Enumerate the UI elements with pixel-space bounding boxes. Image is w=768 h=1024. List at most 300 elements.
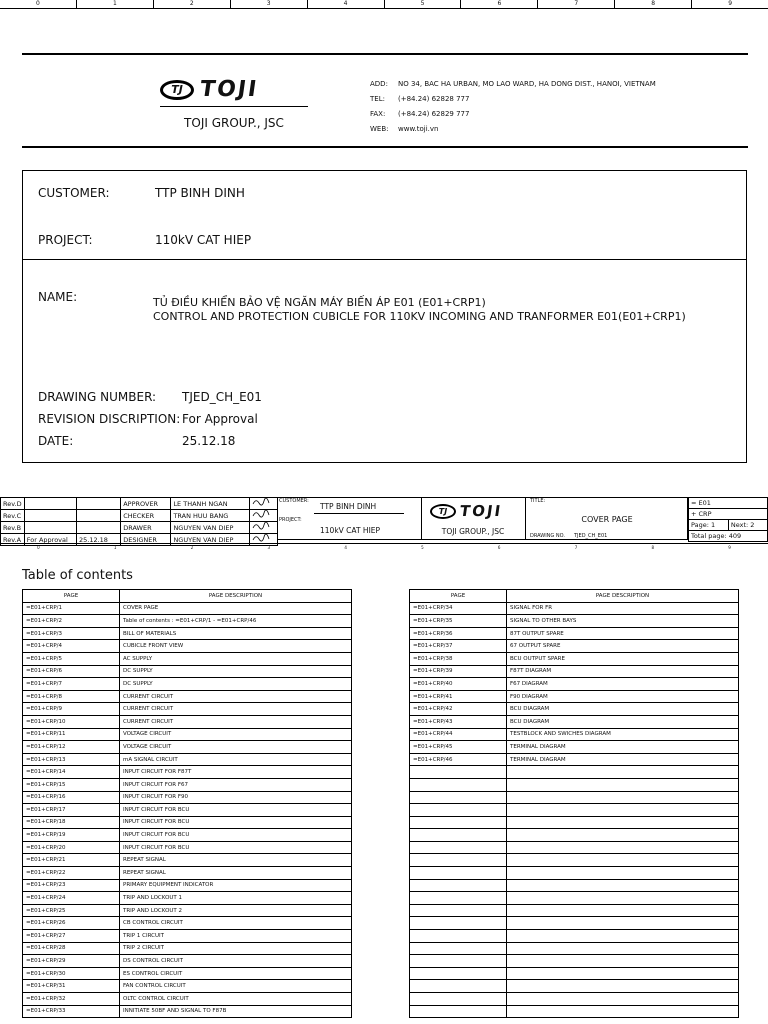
- toc-page: [410, 804, 507, 817]
- toc-page: =E01+CRP/23: [23, 879, 120, 892]
- toc-page: =E01+CRP/7: [23, 678, 120, 691]
- toc-description: [507, 967, 739, 980]
- toc-description: F90 DIAGRAM: [507, 690, 739, 703]
- toc-title: Table of contents: [22, 568, 133, 583]
- tb-title-value: COVER PAGE: [581, 515, 633, 524]
- title-block: [0, 497, 768, 543]
- rev-date: [77, 498, 121, 510]
- toc-row: [410, 930, 739, 943]
- toc-page: [410, 1005, 507, 1018]
- page-info-table: [688, 497, 768, 542]
- titleblock-customer-project: [278, 497, 422, 540]
- toc-description: TESTBLOCK AND SWICHES DIAGRAM: [507, 728, 739, 741]
- toc-page: =E01+CRP/14: [23, 766, 120, 779]
- rev-date: [77, 522, 121, 534]
- name-vietnamese: TỦ ĐIỀU KHIỂN BẢO VỆ NGĂN MÁY BIẾN ÁP E01 (E01+CRP1): [153, 296, 486, 309]
- contact-value: (+84.24) 62829 777: [398, 110, 470, 118]
- toc-description: BCU DIAGRAM: [507, 703, 739, 716]
- toc-right-page-header: PAGE: [410, 590, 507, 603]
- toc-description: Table of contents : =E01+CRP/1 - =E01+CRP/46: [120, 615, 352, 628]
- toc-page: [410, 854, 507, 867]
- toc-description: F67 DIAGRAM: [507, 678, 739, 691]
- ruler-cell: 0: [37, 545, 40, 550]
- customer-value: TTP BINH DINH: [155, 186, 245, 200]
- toc-row: [23, 703, 352, 716]
- company-logo: [160, 77, 258, 102]
- ruler-cell: 6: [460, 0, 537, 8]
- toc-description: [507, 980, 739, 993]
- toc-description: CB CONTROL CIRCUIT: [120, 917, 352, 930]
- toc-description: CURRENT CIRCUIT: [120, 690, 352, 703]
- toc-page: [410, 967, 507, 980]
- toc-row: [23, 728, 352, 741]
- toc-description: ES CONTROL CIRCUIT: [120, 967, 352, 980]
- toc-description: [507, 942, 739, 955]
- toc-description: [507, 993, 739, 1006]
- tb-company: TOJI GROUP., JSC: [441, 527, 505, 536]
- toc-page: =E01+CRP/9: [23, 703, 120, 716]
- toc-page: =E01+CRP/29: [23, 955, 120, 968]
- name-english: CONTROL AND PROTECTION CUBICLE FOR 110KV INCOMING AND TRANFORMER E01(E01+CRP1): [153, 310, 686, 323]
- tb-customer-label: CUSTOMER:: [279, 498, 309, 504]
- role-name: NGUYEN VAN DIEP: [171, 534, 249, 546]
- toc-row: [410, 892, 739, 905]
- toc-description: [507, 854, 739, 867]
- toc-page: [410, 955, 507, 968]
- toc-row: [410, 766, 739, 779]
- toc-description: INPUT CIRCUIT FOR F90: [120, 791, 352, 804]
- toc-description: BILL OF MATERIALS: [120, 627, 352, 640]
- rev-id: Rev.B: [1, 522, 25, 534]
- toc-row: [410, 741, 739, 754]
- contact-value: www.toji.vn: [398, 125, 439, 133]
- toc-page: =E01+CRP/24: [23, 892, 120, 905]
- toc-description: TRIP 1 CIRCUIT: [120, 930, 352, 943]
- toc-page: =E01+CRP/31: [23, 980, 120, 993]
- toc-table-left: [22, 589, 352, 1018]
- toc-row: [410, 678, 739, 691]
- rev-desc: [24, 498, 76, 510]
- toc-description: [507, 867, 739, 880]
- toc-page: =E01+CRP/40: [410, 678, 507, 691]
- contact-label: WEB:: [370, 125, 389, 133]
- toc-row: [410, 879, 739, 892]
- role-label: DRAWER: [121, 522, 171, 534]
- drawing-number-label: DRAWING NUMBER:: [38, 390, 157, 404]
- header-top-rule: [22, 53, 748, 55]
- toc-description: 87T OUTPUT SPARE: [507, 627, 739, 640]
- contact-label: ADD:: [370, 80, 388, 88]
- toc-row: [23, 904, 352, 917]
- toc-row: [23, 854, 352, 867]
- toc-row: [410, 942, 739, 955]
- toc-page: =E01+CRP/3: [23, 627, 120, 640]
- rev-id: Rev.A: [1, 534, 25, 546]
- toc-description: INPUT CIRCUIT FOR BCU: [120, 816, 352, 829]
- ruler-cell: 3: [267, 545, 271, 550]
- toc-row: [23, 917, 352, 930]
- tb-code1: = E01: [689, 498, 768, 509]
- toc-row: [410, 703, 739, 716]
- toc-description: [507, 917, 739, 930]
- toc-description: VOLTAGE CIRCUIT: [120, 728, 352, 741]
- ruler-cell: 0: [36, 0, 40, 7]
- toc-page: =E01+CRP/37: [410, 640, 507, 653]
- toc-page: =E01+CRP/30: [23, 967, 120, 980]
- toc-description: SIGNAL FOR FR: [507, 602, 739, 615]
- toc-description: 67 OUTPUT SPARE: [507, 640, 739, 653]
- contact-label: FAX:: [370, 110, 386, 118]
- toc-description: [507, 766, 739, 779]
- toc-row: [23, 615, 352, 628]
- toc-page: =E01+CRP/12: [23, 741, 120, 754]
- toc-row: [410, 627, 739, 640]
- ruler-cell: 3: [230, 0, 307, 8]
- tb-project-value: 110kV CAT HIEP: [320, 526, 381, 535]
- toc-row: [410, 867, 739, 880]
- toc-page: =E01+CRP/1: [23, 602, 120, 615]
- toc-row: [23, 867, 352, 880]
- toc-row: [23, 955, 352, 968]
- toc-row: [410, 753, 739, 766]
- toc-row: [410, 791, 739, 804]
- toc-description: REPEAT SIGNAL: [120, 854, 352, 867]
- ruler-cell: 5: [384, 0, 461, 8]
- toc-page: =E01+CRP/39: [410, 665, 507, 678]
- toc-page: [410, 930, 507, 943]
- toc-row: [23, 942, 352, 955]
- toc-page: =E01+CRP/27: [23, 930, 120, 943]
- toc-description: CURRENT CIRCUIT: [120, 703, 352, 716]
- role-label: DESIGNER: [121, 534, 171, 546]
- toc-description: REPEAT SIGNAL: [120, 867, 352, 880]
- toji-small-logo-icon: TJ: [430, 504, 456, 519]
- ruler-cell: 9: [691, 0, 768, 8]
- role-name: TRAN HUU BANG: [171, 510, 249, 522]
- toc-row: [23, 892, 352, 905]
- ruler-cell: 1: [76, 0, 153, 8]
- tb-drawing-no-value: TJED_CH_E01: [574, 533, 608, 539]
- toc-row: [23, 690, 352, 703]
- project-value: 110kV CAT HIEP: [155, 233, 252, 247]
- toc-page: =E01+CRP/18: [23, 816, 120, 829]
- toc-row: [410, 615, 739, 628]
- logo-text: TOJI: [198, 77, 260, 102]
- date-label: DATE:: [38, 434, 74, 448]
- toc-page: [410, 867, 507, 880]
- toc-row: [23, 879, 352, 892]
- rev-id: Rev.C: [1, 510, 25, 522]
- toc-left-desc-header: PAGE DESCRIPTION: [120, 590, 352, 603]
- toc-description: BCU OUTPUT SPARE: [507, 652, 739, 665]
- tb-code2: + CRP: [689, 509, 768, 520]
- ruler-cell: 5: [421, 545, 424, 550]
- rev-date: 25.12.18: [77, 534, 121, 546]
- toc-description: [507, 841, 739, 854]
- toc-page: =E01+CRP/41: [410, 690, 507, 703]
- toc-description: INPUT CIRCUIT FOR BCU: [120, 829, 352, 842]
- toc-row: [23, 841, 352, 854]
- toc-description: [507, 930, 739, 943]
- toc-description: [507, 1005, 739, 1018]
- titleblock-company: [422, 497, 526, 540]
- toc-row: [410, 955, 739, 968]
- contact-value: NO 34, BAC HA URBAN, MO LAO WARD, HA DONG DIST., HANOI, VIETNAM: [398, 80, 656, 88]
- toc-description: mA SIGNAL CIRCUIT: [120, 753, 352, 766]
- toc-row: [410, 728, 739, 741]
- toc-page: =E01+CRP/32: [23, 993, 120, 1006]
- toc-row: [23, 980, 352, 993]
- toc-description: INPUT CIRCUIT FOR F67: [120, 778, 352, 791]
- toc-description: BCU DIAGRAM: [507, 715, 739, 728]
- toc-page: =E01+CRP/28: [23, 942, 120, 955]
- toc-description: INPUT CIRCUIT FOR BCU: [120, 841, 352, 854]
- toc-page: [410, 841, 507, 854]
- revision-row: [1, 522, 278, 534]
- toji-logo-mark-icon: TJ: [160, 80, 194, 100]
- toc-page: =E01+CRP/17: [23, 804, 120, 817]
- toc-page: =E01+CRP/10: [23, 715, 120, 728]
- toc-description: [507, 892, 739, 905]
- ruler-cell: 7: [537, 0, 614, 8]
- top-ruler: [0, 0, 768, 9]
- revision-label: REVISION DISCRIPTION:: [38, 412, 181, 426]
- ruler-cell: 6: [497, 545, 501, 550]
- toc-description: TRIP AND LOCKOUT 1: [120, 892, 352, 905]
- toc-page: [410, 942, 507, 955]
- toc-row: [410, 804, 739, 817]
- bottom-ruler: [0, 543, 768, 552]
- toc-page: =E01+CRP/38: [410, 652, 507, 665]
- toc-description: TERMINAL DIAGRAM: [507, 741, 739, 754]
- contact-row: [370, 92, 656, 107]
- drawing-number-value: TJED_CH_E01: [182, 390, 262, 404]
- titleblock-title: [526, 497, 688, 540]
- toc-row: [410, 715, 739, 728]
- role-label: CHECKER: [121, 510, 171, 522]
- customer-project-box: [22, 170, 747, 260]
- ruler-cell: 1: [113, 545, 117, 550]
- toc-page: =E01+CRP/43: [410, 715, 507, 728]
- toc-description: [507, 955, 739, 968]
- titleblock-logo: [430, 502, 502, 520]
- contact-label: TEL:: [370, 95, 385, 103]
- toc-description: TRIP AND LOCKOUT 2: [120, 904, 352, 917]
- ruler-cell: 4: [307, 0, 384, 8]
- toc-row: [410, 778, 739, 791]
- contact-row: [370, 107, 656, 122]
- toc-row: [410, 816, 739, 829]
- toc-right-desc-header: PAGE DESCRIPTION: [507, 590, 739, 603]
- toc-description: INNITIATE 50BF AND SIGNAL TO F87B: [120, 1005, 352, 1018]
- toc-page: =E01+CRP/36: [410, 627, 507, 640]
- date-value: 25.12.18: [182, 434, 236, 448]
- toc-row: [23, 967, 352, 980]
- ruler-cell: 8: [614, 0, 691, 8]
- toc-row: [23, 993, 352, 1006]
- toc-row: [23, 640, 352, 653]
- logo-divider: [160, 106, 308, 107]
- tb-customer-value: TTP BINH DINH: [320, 502, 377, 511]
- toc-row: [410, 602, 739, 615]
- toc-page: [410, 980, 507, 993]
- toc-description: INPUT CIRCUIT FOR BCU: [120, 804, 352, 817]
- ruler-cell: 2: [153, 0, 230, 8]
- toc-page: =E01+CRP/33: [23, 1005, 120, 1018]
- toc-row: [410, 829, 739, 842]
- toc-page: [410, 904, 507, 917]
- toc-description: DC SUPPLY: [120, 678, 352, 691]
- toc-description: AC SUPPLY: [120, 652, 352, 665]
- toc-page: [410, 892, 507, 905]
- toc-row: [23, 804, 352, 817]
- toc-page: [410, 829, 507, 842]
- toc-row: [410, 967, 739, 980]
- ruler-cell: 4: [344, 545, 347, 550]
- toc-page: =E01+CRP/35: [410, 615, 507, 628]
- contact-value: (+84.24) 62828 777: [398, 95, 470, 103]
- toc-row: [23, 791, 352, 804]
- toc-description: COVER PAGE: [120, 602, 352, 615]
- toc-description: CURRENT CIRCUIT: [120, 715, 352, 728]
- toc-page: =E01+CRP/4: [23, 640, 120, 653]
- toc-description: OLTC CONTROL CIRCUIT: [120, 993, 352, 1006]
- toc-row: [410, 665, 739, 678]
- toc-page: =E01+CRP/34: [410, 602, 507, 615]
- revision-row: [1, 498, 278, 510]
- toc-row: [23, 753, 352, 766]
- role-name: NGUYEN VAN DIEP: [171, 522, 249, 534]
- tb-customer-rule: [314, 513, 404, 514]
- toc-description: DC SUPPLY: [120, 665, 352, 678]
- company-name: TOJI GROUP., JSC: [184, 116, 284, 130]
- ruler-cell: 7: [574, 545, 578, 550]
- toc-description: FAN CONTROL CIRCUIT: [120, 980, 352, 993]
- toc-page: =E01+CRP/19: [23, 829, 120, 842]
- toc-page: =E01+CRP/15: [23, 778, 120, 791]
- toc-page: =E01+CRP/42: [410, 703, 507, 716]
- toc-page: [410, 778, 507, 791]
- toc-page: =E01+CRP/11: [23, 728, 120, 741]
- toc-page: =E01+CRP/20: [23, 841, 120, 854]
- toc-page: =E01+CRP/22: [23, 867, 120, 880]
- tb-page: Page: 1: [689, 520, 729, 531]
- rev-id: Rev.D: [1, 498, 25, 510]
- toc-row: [23, 816, 352, 829]
- toc-description: [507, 791, 739, 804]
- revision-row: [1, 510, 278, 522]
- toc-page: =E01+CRP/21: [23, 854, 120, 867]
- toc-row: [23, 766, 352, 779]
- toc-description: TRIP 2 CIRCUIT: [120, 942, 352, 955]
- ruler-cell: 2: [190, 545, 194, 550]
- toc-description: F87T DIAGRAM: [507, 665, 739, 678]
- toc-row: [23, 652, 352, 665]
- toc-row: [410, 640, 739, 653]
- name-label: NAME:: [38, 290, 78, 304]
- toc-description: [507, 778, 739, 791]
- toc-description: [507, 829, 739, 842]
- rev-desc: [24, 510, 76, 522]
- toc-row: [410, 652, 739, 665]
- customer-label: CUSTOMER:: [38, 186, 110, 200]
- toc-row: [410, 980, 739, 993]
- role-name: LE THANH NGAN: [171, 498, 249, 510]
- titleblock-logo-text: TOJI: [458, 502, 504, 520]
- toc-page: =E01+CRP/6: [23, 665, 120, 678]
- toc-description: CUBICLE FRONT VIEW: [120, 640, 352, 653]
- tb-total: Total page: 409: [689, 531, 768, 542]
- company-contact: [370, 77, 656, 137]
- toc-page: =E01+CRP/46: [410, 753, 507, 766]
- drawing-info-box: [22, 259, 747, 463]
- toc-page: =E01+CRP/13: [23, 753, 120, 766]
- signature-icon: [249, 498, 277, 510]
- toc-description: TERMINAL DIAGRAM: [507, 753, 739, 766]
- toc-description: VOLTAGE CIRCUIT: [120, 741, 352, 754]
- toc-page: =E01+CRP/45: [410, 741, 507, 754]
- toc-page: =E01+CRP/26: [23, 917, 120, 930]
- toc-row: [23, 665, 352, 678]
- toc-row: [410, 1005, 739, 1018]
- contact-row: [370, 77, 656, 92]
- toc-page: =E01+CRP/44: [410, 728, 507, 741]
- toc-description: [507, 879, 739, 892]
- toc-page: =E01+CRP/2: [23, 615, 120, 628]
- toc-description: [507, 904, 739, 917]
- toc-page: [410, 766, 507, 779]
- toc-row: [23, 715, 352, 728]
- toc-row: [23, 602, 352, 615]
- tb-project-label: PROJECT:: [279, 517, 302, 523]
- ruler-cell: 9: [728, 545, 731, 550]
- role-label: APPROVER: [121, 498, 171, 510]
- toc-description: INPUT CIRCUIT FOR F87T: [120, 766, 352, 779]
- toc-page: [410, 791, 507, 804]
- rev-desc: [24, 522, 76, 534]
- revision-value: For Approval: [182, 412, 258, 426]
- toc-row: [23, 741, 352, 754]
- toc-left-page-header: PAGE: [23, 590, 120, 603]
- toc-row: [410, 841, 739, 854]
- toc-row: [23, 678, 352, 691]
- toc-page: [410, 917, 507, 930]
- contact-row: [370, 122, 656, 137]
- toc-row: [23, 627, 352, 640]
- project-label: PROJECT:: [38, 233, 93, 247]
- toc-table-right: [409, 589, 739, 1018]
- toc-description: [507, 804, 739, 817]
- toc-row: [410, 993, 739, 1006]
- ruler-cell: 8: [651, 545, 655, 550]
- toc-description: [507, 816, 739, 829]
- toc-page: =E01+CRP/25: [23, 904, 120, 917]
- toc-row: [23, 1005, 352, 1018]
- toc-page: [410, 879, 507, 892]
- toc-description: DS CONTROL CIRCUIT: [120, 955, 352, 968]
- tb-drawing-no-label: DRAWING NO.: [530, 533, 565, 539]
- rev-desc: For Approval: [24, 534, 76, 546]
- header-bottom-rule: [22, 146, 748, 148]
- toc-page: =E01+CRP/8: [23, 690, 120, 703]
- toc-page: =E01+CRP/16: [23, 791, 120, 804]
- toc-description: SIGNAL TO OTHER BAYS: [507, 615, 739, 628]
- toc-page: =E01+CRP/5: [23, 652, 120, 665]
- toc-description: PRIMARY EQUIPMENT INDICATOR: [120, 879, 352, 892]
- toc-row: [410, 854, 739, 867]
- toc-page: [410, 993, 507, 1006]
- signature-icon: [249, 522, 277, 534]
